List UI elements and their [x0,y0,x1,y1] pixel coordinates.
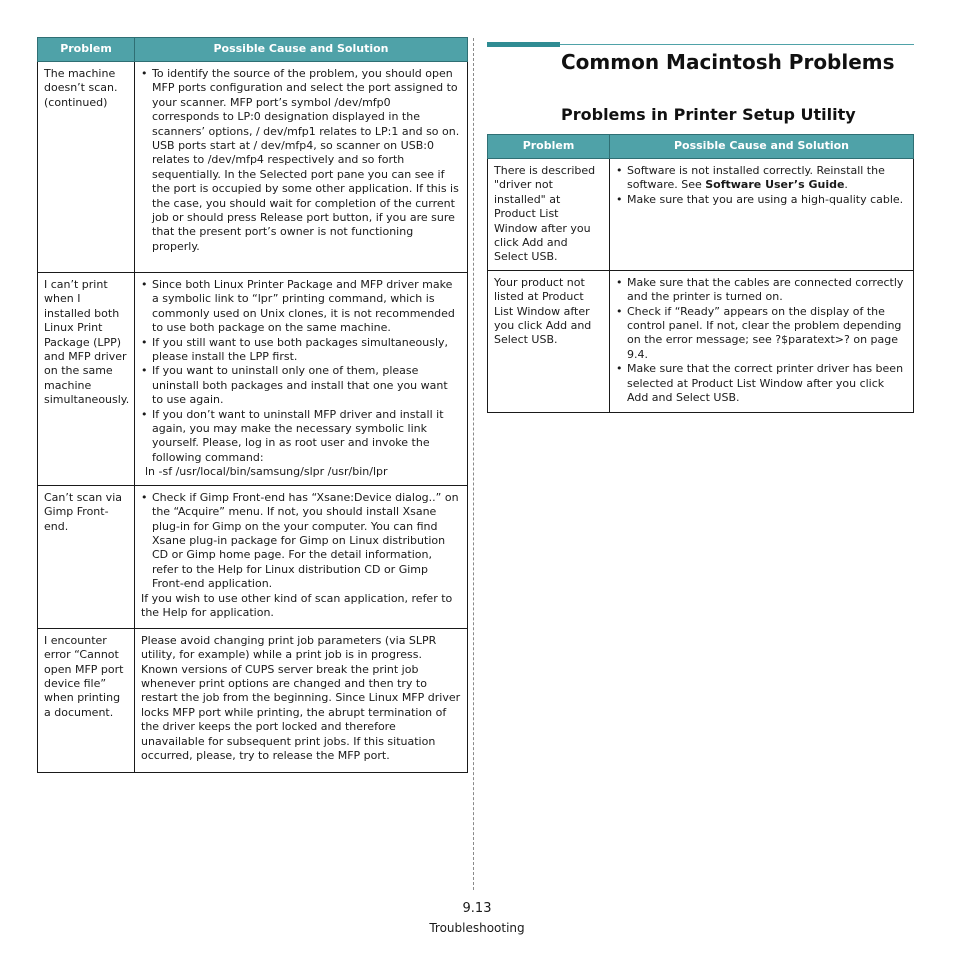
header-problem: Problem [38,38,135,62]
table-row [38,485,468,628]
solution-note: If you wish to use other kind of scan application, refer to the Help for application. [141,591,453,619]
page-number: 9.13 [462,901,492,916]
solution-cell [610,270,914,412]
guide-reference: Software User’s Guide [705,178,845,192]
table-row [38,628,468,772]
solution-bullet: • If you still want to use both packages simultaneously, please install the LPP first. [152,336,461,365]
solution-bullet: • To identify the source of the problem, you should open MFP ports configuration and select the port assigned to your scanner. MFP port’s symbol /dev/mfp0 corresponds to LP:0 designation displayed in the scanners’ options, / dev/mfp1 relates to LP:1 and so on. USB ports start at / dev/mfp4, so scanner on USB:0 relates to /dev/mfp4 respectively and so forth sequentially. In the Selected port pane you can see if the port is occupied by some other application. If this is the case, you should wait for completion of the current job or should press Release port button, if you are sure that the present port’s owner is not functioning properly. [152,67,461,254]
table-row [38,62,468,273]
problem-cell: Can’t scan via Gimp Front-end. [38,485,135,628]
solution-bullet: • Since both Linux Printer Package and MFP driver make a symbolic link to “lpr” printing command, which is commonly used on Unix clones, it is not recommended to use both package on the same machine. [152,278,461,336]
solution-bullet: • Check if “Ready” appears on the display of the control panel. If not, clear the problem depending on the error message; see ?$paratext>? on page 9.4. [627,305,907,363]
solution-cell [135,273,468,486]
solution-cell: Please avoid changing print job parameters (via SLPR utility, for example) while a print job is in progress. Known versions of CUPS server break the print job whenever print options are changed and then try to restart the job from the beginning. Since Linux MFP driver locks MFP port while printing, the abrupt termination of the driver keeps the port locked and therefore unavailable for subsequent print jobs. If this situation occurred, please, try to release the MFP port. [135,628,468,772]
solution-bullet: • If you want to uninstall only one of them, please uninstall both packages and install that one you want to use again. [152,364,461,407]
section-title: Common Macintosh Problems [561,50,895,74]
header-solution: Possible Cause and Solution [610,135,914,159]
header-problem: Problem [488,135,610,159]
problem-cell: I encounter error “Cannot open MFP port device file” when printing a document. [38,628,135,772]
table-header-row [488,135,914,159]
header-solution: Possible Cause and Solution [135,38,468,62]
column-divider [473,38,474,890]
table-row [38,273,468,486]
mac-problems-table [487,134,914,413]
solution-cell [135,62,468,273]
solution-bullet [627,164,907,193]
heading-accent-bar [487,42,560,47]
solution-text-end: . [844,178,848,192]
solution-bullet: • Check if Gimp Front-end has “Xsane:Device dialog..” on the “Acquire” menu. If not, you should install Xsane plug-in for Gimp on the your computer. You can find Xsane plug-in package for Gimp on Linux distribution CD or Gimp home page. For the detail information, refer to the Help for Linux distribution CD or Gimp Front-end application. [152,491,461,592]
solution-cell [135,485,468,628]
solution-bullet: • Make sure that the correct printer driver has been selected at Product List Window after you click Add and Select USB. [627,362,907,405]
solution-text: Software is not installed correctly. Reinstall the software. See [627,164,885,192]
problem-cell: There is described "driver not installed" at Product List Window after you click Add and Select USB. [488,159,610,271]
problem-cell: I can’t print when I installed both Linux Print Package (LPP) and MFP driver on the same machine simultaneously. [38,273,135,486]
solution-bullet: • Make sure that you are using a high-quality cable. [627,193,907,207]
table-row [488,270,914,412]
table-row [488,159,914,271]
solution-cell [610,159,914,271]
linux-problems-table [37,37,468,773]
solution-bullet: • If you don’t want to uninstall MFP driver and install it again, you may make the necessary symbolic link yourself. Please, log in as root user and invoke the following command: [152,408,461,466]
solution-bullet: • Make sure that the cables are connected correctly and the printer is turned on. [627,276,907,305]
footer-section-label: Troubleshooting [429,921,525,935]
problem-cell: The machine doesn’t scan. (continued) [38,62,135,273]
table-header-row [38,38,468,62]
command-line: ln -sf /usr/local/bin/samsung/slpr /usr/bin/lpr [145,465,388,479]
problem-cell: Your product not listed at Product List Window after you click Add and Select USB. [488,270,610,412]
subsection-title: Problems in Printer Setup Utility [561,105,856,124]
